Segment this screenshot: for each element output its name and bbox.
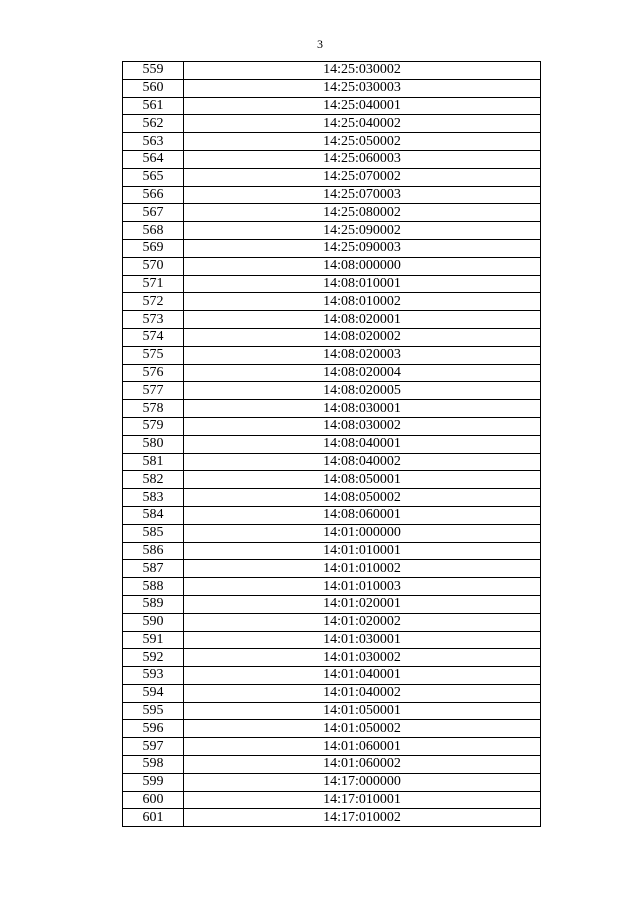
table-row bbox=[123, 613, 541, 631]
table-row bbox=[123, 400, 541, 418]
cadastral-code-cell: 14:01:030002 bbox=[184, 649, 541, 667]
table-row bbox=[123, 489, 541, 507]
cadastral-code-cell: 14:08:040001 bbox=[184, 435, 541, 453]
row-number-cell: 587 bbox=[123, 560, 184, 578]
row-number-cell: 597 bbox=[123, 738, 184, 756]
row-number-cell: 596 bbox=[123, 720, 184, 738]
cadastral-code-cell: 14:01:010003 bbox=[184, 578, 541, 596]
cadastral-code-cell: 14:25:090002 bbox=[184, 222, 541, 240]
row-number-cell: 595 bbox=[123, 702, 184, 720]
row-number-cell: 581 bbox=[123, 453, 184, 471]
cadastral-code-cell: 14:01:060001 bbox=[184, 738, 541, 756]
cadastral-code-cell: 14:08:030002 bbox=[184, 417, 541, 435]
table-row bbox=[123, 417, 541, 435]
table-row bbox=[123, 97, 541, 115]
table-row bbox=[123, 79, 541, 97]
table-row bbox=[123, 257, 541, 275]
cadastral-code-cell: 14:01:010002 bbox=[184, 560, 541, 578]
row-number-cell: 593 bbox=[123, 667, 184, 685]
row-number-cell: 589 bbox=[123, 595, 184, 613]
table-row bbox=[123, 471, 541, 489]
cadastral-code-cell: 14:25:030003 bbox=[184, 79, 541, 97]
table-row bbox=[123, 756, 541, 774]
row-number-cell: 569 bbox=[123, 239, 184, 257]
table-row bbox=[123, 809, 541, 827]
row-number-cell: 566 bbox=[123, 186, 184, 204]
row-number-cell: 586 bbox=[123, 542, 184, 560]
cadastral-code-cell: 14:25:040002 bbox=[184, 115, 541, 133]
data-table bbox=[122, 61, 541, 827]
table-row bbox=[123, 435, 541, 453]
page-number: 3 bbox=[317, 37, 323, 51]
row-number-cell: 572 bbox=[123, 293, 184, 311]
row-number-cell: 601 bbox=[123, 809, 184, 827]
table-row bbox=[123, 62, 541, 80]
table-row bbox=[123, 168, 541, 186]
row-number-cell: 594 bbox=[123, 684, 184, 702]
cadastral-code-cell: 14:08:040002 bbox=[184, 453, 541, 471]
table-row bbox=[123, 578, 541, 596]
row-number-cell: 568 bbox=[123, 222, 184, 240]
table-row bbox=[123, 738, 541, 756]
cadastral-code-cell: 14:01:030001 bbox=[184, 631, 541, 649]
row-number-cell: 598 bbox=[123, 756, 184, 774]
cadastral-code-cell: 14:25:080002 bbox=[184, 204, 541, 222]
cadastral-code-cell: 14:08:020003 bbox=[184, 346, 541, 364]
table-row bbox=[123, 649, 541, 667]
cadastral-code-cell: 14:25:070002 bbox=[184, 168, 541, 186]
table-row bbox=[123, 560, 541, 578]
table-row bbox=[123, 133, 541, 151]
cadastral-code-cell: 14:08:050001 bbox=[184, 471, 541, 489]
table-row bbox=[123, 542, 541, 560]
row-number-cell: 574 bbox=[123, 328, 184, 346]
cadastral-code-cell: 14:08:020005 bbox=[184, 382, 541, 400]
row-number-cell: 571 bbox=[123, 275, 184, 293]
row-number-cell: 567 bbox=[123, 204, 184, 222]
table-row bbox=[123, 631, 541, 649]
row-number-cell: 560 bbox=[123, 79, 184, 97]
row-number-cell: 565 bbox=[123, 168, 184, 186]
row-number-cell: 600 bbox=[123, 791, 184, 809]
row-number-cell: 564 bbox=[123, 150, 184, 168]
row-number-cell: 573 bbox=[123, 311, 184, 329]
row-number-cell: 570 bbox=[123, 257, 184, 275]
table-row bbox=[123, 328, 541, 346]
cadastral-code-cell: 14:08:000000 bbox=[184, 257, 541, 275]
row-number-cell: 576 bbox=[123, 364, 184, 382]
table-row bbox=[123, 311, 541, 329]
row-number-cell: 582 bbox=[123, 471, 184, 489]
row-number-cell: 577 bbox=[123, 382, 184, 400]
cadastral-code-cell: 14:01:040002 bbox=[184, 684, 541, 702]
table-body bbox=[123, 62, 541, 827]
cadastral-code-cell: 14:25:090003 bbox=[184, 239, 541, 257]
table-row bbox=[123, 115, 541, 133]
cadastral-code-cell: 14:01:040001 bbox=[184, 667, 541, 685]
cadastral-code-cell: 14:08:010002 bbox=[184, 293, 541, 311]
cadastral-code-cell: 14:25:070003 bbox=[184, 186, 541, 204]
table-row bbox=[123, 204, 541, 222]
cadastral-code-cell: 14:01:050002 bbox=[184, 720, 541, 738]
row-number-cell: 592 bbox=[123, 649, 184, 667]
row-number-cell: 580 bbox=[123, 435, 184, 453]
cadastral-code-cell: 14:08:020001 bbox=[184, 311, 541, 329]
cadastral-code-cell: 14:17:000000 bbox=[184, 773, 541, 791]
row-number-cell: 562 bbox=[123, 115, 184, 133]
row-number-cell: 585 bbox=[123, 524, 184, 542]
row-number-cell: 578 bbox=[123, 400, 184, 418]
cadastral-code-cell: 14:01:050001 bbox=[184, 702, 541, 720]
row-number-cell: 579 bbox=[123, 417, 184, 435]
cadastral-code-cell: 14:08:020002 bbox=[184, 328, 541, 346]
table-row bbox=[123, 222, 541, 240]
table-row bbox=[123, 364, 541, 382]
cadastral-code-cell: 14:25:040001 bbox=[184, 97, 541, 115]
cadastral-code-cell: 14:25:050002 bbox=[184, 133, 541, 151]
cadastral-code-cell: 14:08:020004 bbox=[184, 364, 541, 382]
table-row bbox=[123, 702, 541, 720]
cadastral-code-cell: 14:25:060003 bbox=[184, 150, 541, 168]
cadastral-code-cell: 14:25:030002 bbox=[184, 62, 541, 80]
table-row bbox=[123, 346, 541, 364]
row-number-cell: 561 bbox=[123, 97, 184, 115]
cadastral-code-cell: 14:01:060002 bbox=[184, 756, 541, 774]
row-number-cell: 559 bbox=[123, 62, 184, 80]
cadastral-code-cell: 14:08:060001 bbox=[184, 506, 541, 524]
table-row bbox=[123, 382, 541, 400]
cadastral-code-cell: 14:17:010001 bbox=[184, 791, 541, 809]
table-row bbox=[123, 773, 541, 791]
table-row bbox=[123, 791, 541, 809]
table-row bbox=[123, 186, 541, 204]
row-number-cell: 591 bbox=[123, 631, 184, 649]
table-row bbox=[123, 684, 541, 702]
cadastral-code-cell: 14:01:020001 bbox=[184, 595, 541, 613]
row-number-cell: 563 bbox=[123, 133, 184, 151]
table-row bbox=[123, 720, 541, 738]
table-row bbox=[123, 667, 541, 685]
table-row bbox=[123, 524, 541, 542]
table-row bbox=[123, 275, 541, 293]
cadastral-code-cell: 14:08:050002 bbox=[184, 489, 541, 507]
row-number-cell: 588 bbox=[123, 578, 184, 596]
row-number-cell: 575 bbox=[123, 346, 184, 364]
table-row bbox=[123, 150, 541, 168]
table-row bbox=[123, 453, 541, 471]
table-row bbox=[123, 293, 541, 311]
cadastral-code-cell: 14:01:020002 bbox=[184, 613, 541, 631]
row-number-cell: 583 bbox=[123, 489, 184, 507]
cadastral-code-cell: 14:08:010001 bbox=[184, 275, 541, 293]
row-number-cell: 599 bbox=[123, 773, 184, 791]
cadastral-code-cell: 14:01:010001 bbox=[184, 542, 541, 560]
cadastral-code-cell: 14:17:010002 bbox=[184, 809, 541, 827]
cadastral-code-cell: 14:08:030001 bbox=[184, 400, 541, 418]
table-row bbox=[123, 595, 541, 613]
row-number-cell: 584 bbox=[123, 506, 184, 524]
table-row bbox=[123, 239, 541, 257]
table-row bbox=[123, 506, 541, 524]
cadastral-code-cell: 14:01:000000 bbox=[184, 524, 541, 542]
row-number-cell: 590 bbox=[123, 613, 184, 631]
